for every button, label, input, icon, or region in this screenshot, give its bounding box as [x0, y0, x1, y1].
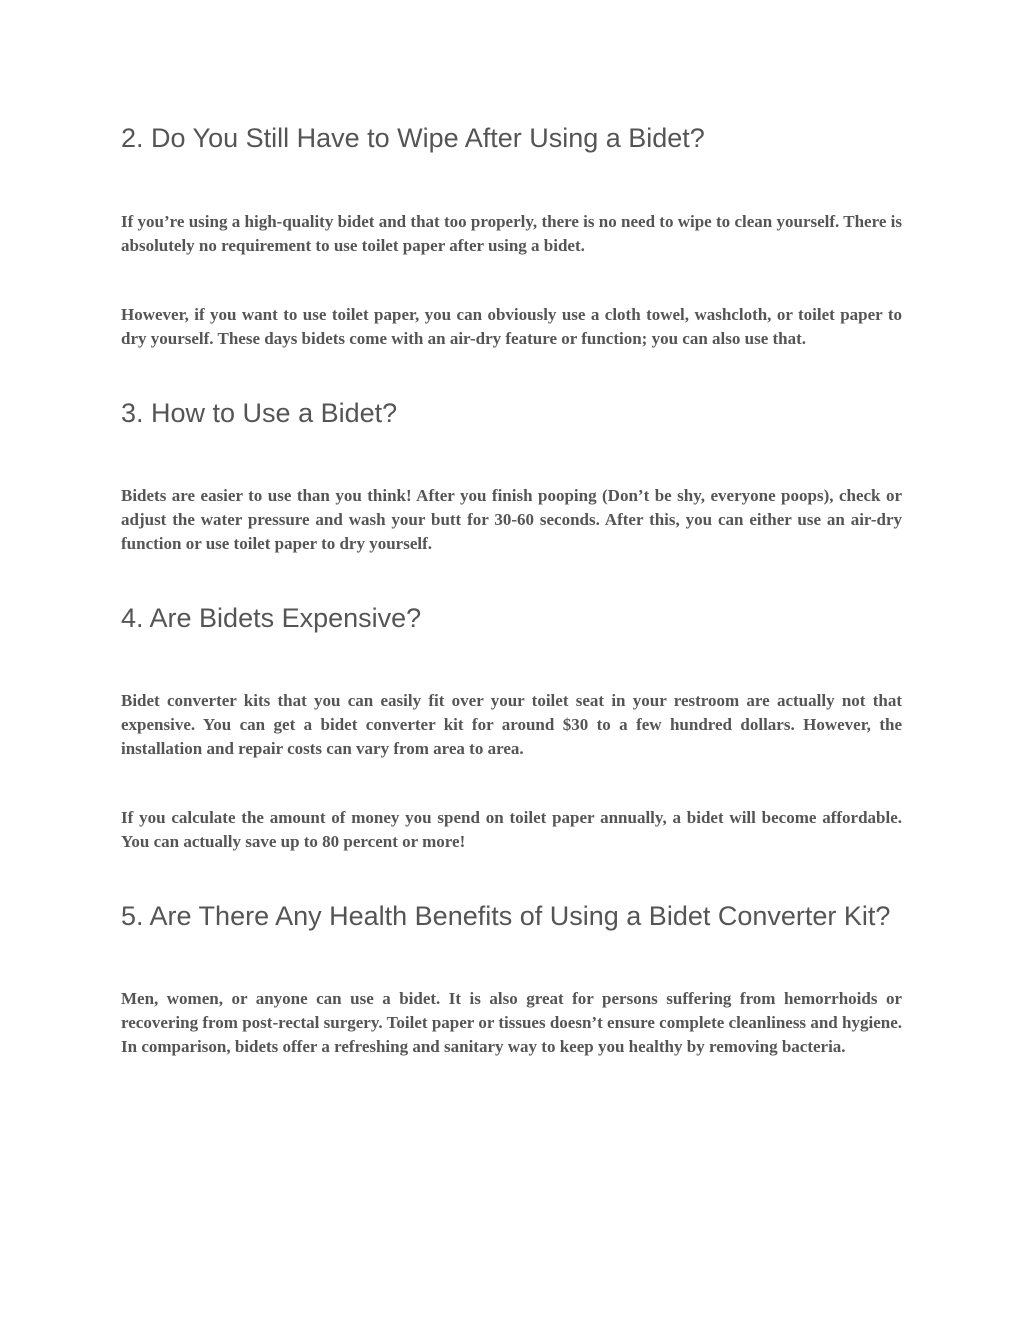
paragraph-health-benefits-1: Men, women, or anyone can use a bidet. It is also great for persons suffering from hemorrhoids or recovering from post-rectal surgery. Toilet paper or tissues doesn’t ensure complete cleanliness and hygiene. In comparison, bidets offer a refreshing and sanitary way to keep you healthy by removing bacteria.: [121, 989, 902, 1056]
paragraph-expensive-2: If you calculate the amount of money you spend on toilet paper annually, a bidet will become affordable. You can actually save up to 80 percent or more!: [121, 808, 902, 851]
section-heading-health-benefits: 5. Are There Any Health Benefits of Using a Bidet Converter Kit?: [121, 901, 891, 931]
section-heading-how-to-use: 3. How to Use a Bidet?: [121, 398, 398, 428]
paragraph-wipe-1: If you’re using a high-quality bidet and that too properly, there is no need to wipe to clean yourself. There is absolutely no requirement to use toilet paper after using a bidet.: [121, 212, 902, 255]
paragraph-how-to-use-1: Bidets are easier to use than you think! After you finish pooping (Don’t be shy, everyone poops), check or adjust the water pressure and wash your butt for 30-60 seconds. After this, you can either use an air-dry function or use toilet paper to dry yourself.: [121, 486, 902, 553]
paragraph-wipe-2: However, if you want to use toilet paper, you can obviously use a cloth towel, washcloth, or toilet paper to dry yourself. These days bidets come with an air-dry feature or function; you can also use that.: [121, 305, 902, 348]
paragraph-expensive-1: Bidet converter kits that you can easily fit over your toilet seat in your restroom are actually not that expensive. You can get a bidet converter kit for around $30 to a few hundred dollars. However, the installation and repair costs can vary from area to area.: [121, 691, 902, 758]
document-content: [121, 116, 902, 1059]
section-heading-expensive: 4. Are Bidets Expensive?: [121, 603, 422, 633]
section-heading-wipe: 2. Do You Still Have to Wipe After Using a Bidet?: [121, 123, 705, 153]
